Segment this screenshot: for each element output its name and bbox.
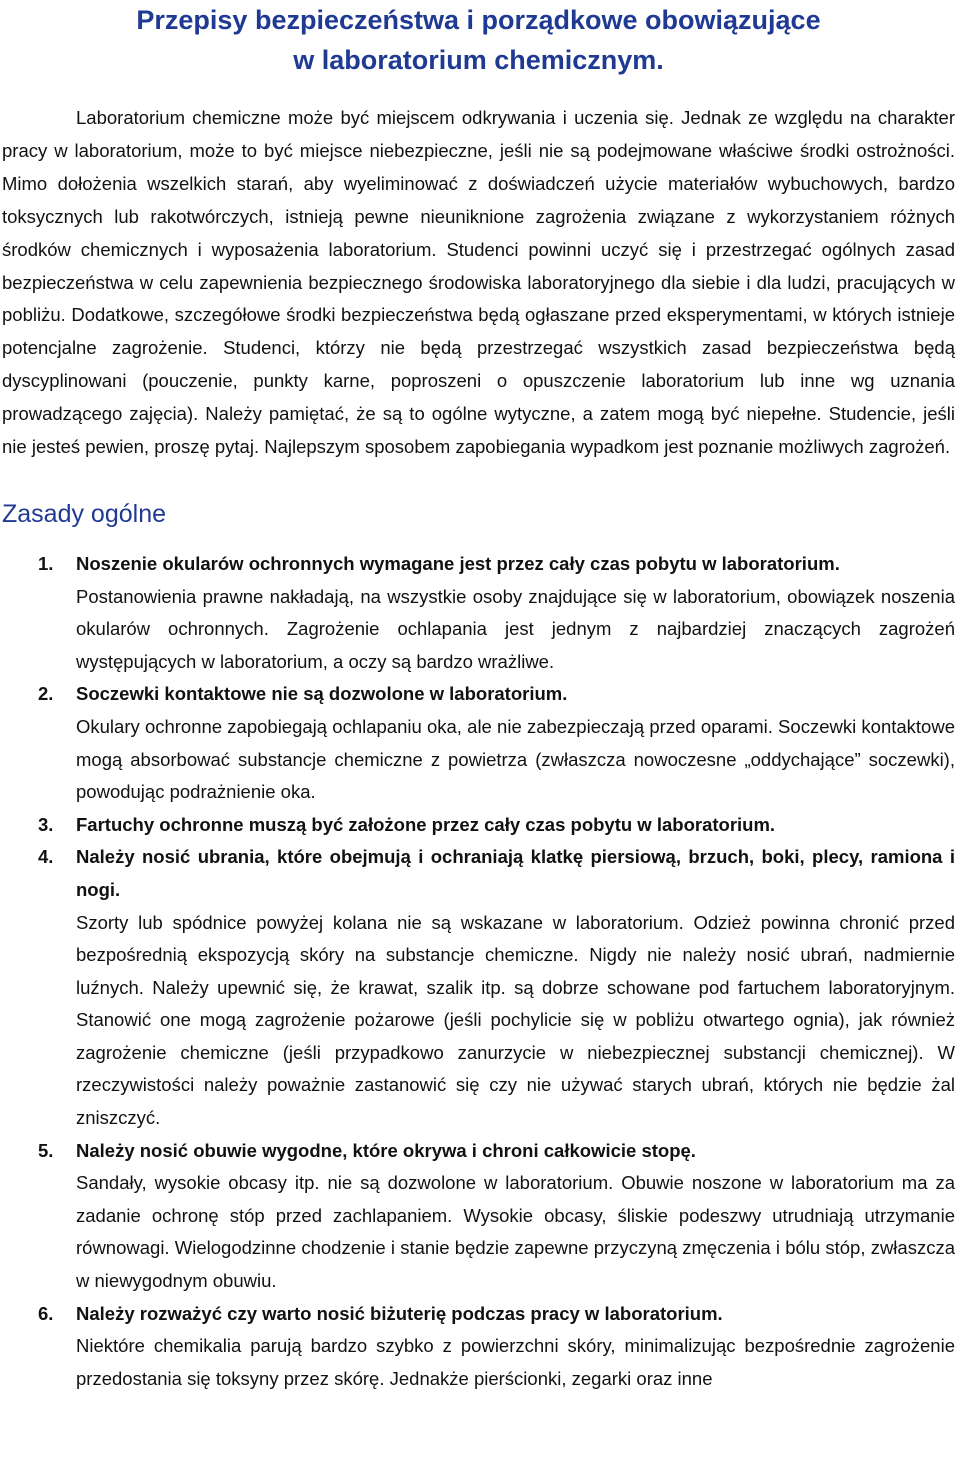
- rule-text: Sandały, wysokie obcasy itp. nie są dozwolone w laboratorium. Obuwie noszone w laboratorium ma za zadanie ochronę stóp przed zachlapaniem. Wysokie obcasy, śliskie podeszwy utrudniają utrzymanie równowagi. Wielogodzinne chodzenie i stanie będzie zapewne przyczyną zmęczenia i bólu stóp, zwłaszcza w niewygodnym obuwiu.: [76, 1172, 955, 1292]
- rule-text: Niektóre chemikalia parują bardzo szybko z powierzchni skóry, minimalizując bezpośrednie zagrożenie przedostania się toksyny przez skórę. Jednakże pierścionki, zegarki oraz inne: [76, 1335, 955, 1389]
- rule-text: Okulary ochronne zapobiegają ochlapaniu oka, ale nie zabezpieczają przed oparami. Soczewki kontaktowe mogą absorbować substancje chemiczne z powietrza (zwłaszcza nowoczesne „oddychające” soczewki), powodując podrażnienie oka.: [76, 715, 955, 803]
- rule-number: 4.: [38, 846, 54, 868]
- rule-number: 1.: [38, 552, 54, 574]
- rule-item: [2, 1135, 955, 1298]
- rule-item: [2, 1298, 955, 1396]
- rule-title: Fartuchy ochronne muszą być założone przez cały czas pobytu w laboratorium.: [76, 813, 776, 835]
- rule-body: [76, 1298, 955, 1396]
- rule-number: 2.: [38, 683, 54, 705]
- rule-item: [2, 548, 955, 678]
- rule-body: [76, 841, 955, 1134]
- section-title: Zasady ogólne: [2, 499, 167, 528]
- rule-item: [2, 841, 955, 1134]
- rule-text: Postanowienia prawne nakładają, na wszystkie osoby znajdujące się w laboratorium, obowiązek noszenia okularów ochronnych. Zagrożenie ochlapania jest jednym z najbardziej znaczących zagrożeń występujących w laboratorium, a oczy są bardzo wrażliwe.: [76, 585, 955, 672]
- rule-number: 5.: [38, 1139, 54, 1161]
- rule-title: Należy nosić ubrania, które obejmują i ochraniają klatkę piersiową, brzuch, boki, plecy, ramiona i nogi.: [76, 846, 955, 900]
- rule-text: Szorty lub spódnice powyżej kolana nie są wskazane w laboratorium. Odzież powinna chronić przed bezpośrednią ekspozycją skóry na substancje chemiczne. Nigdy nie należy nosić ubrań, nadmiernie luźnych. Należy upewnić się, że krawat, szalik itp. są dobrze schowane pod fartuchem laboratoryjnym. Stanowić one mogą zagrożenie pożarowe (jeśli pochylicie się w pobliżu otwartego ognia), jak również zagrożenie chemiczne (jeśli przypadkowo zanurzycie w niebezpiecznej substancji chemicznej). W rzeczywistości należy poważnie zastanowić się czy nie używać starych ubrań, których nie będzie żal zniszczyć.: [76, 911, 955, 1129]
- rule-body: [76, 678, 955, 808]
- title-line-2: w laboratorium chemicznym.: [293, 45, 664, 75]
- intro-paragraph: Laboratorium chemiczne może być miejscem odkrywania i uczenia się. Jednak ze względu na charakter pracy w laboratorium, może to być miejsce niebezpieczne, jeśli nie są podejmowane właściwe środki ostrożności. Mimo dołożenia wszelkich starań, aby wyeliminować z doświadczeń użycie materiałów wybuchowych, bardzo toksycznych lub rakotwórczych, istnieją pewne nieuniknione zagrożenia związane z wykorzystaniem różnych środków chemicznych i wyposażenia laboratorium. Studenci powinni uczyć się i przestrzegać ogólnych zasad bezpieczeństwa w celu zapewnienia bezpiecznego środowiska laboratoryjnego dla siebie i dla ludzi, pracujących w pobliżu. Dodatkowe, szczegółowe środki bezpieczeństwa będą ogłaszane przed eksperymentami, w których istnieje potencjalne zagrożenie. Studenci, którzy nie będą przestrzegać wszystkich zasad bezpieczeństwa będą dyscyplinowani (pouczenie, punkty karne, poproszeni o opuszczenie laboratorium lub inne wg uznania prowadzącego zajęcia). Należy pamiętać, że są to ogólne wytyczne, a zatem mogą być niepełne. Studencie, jeśli nie jesteś pewien, proszę pytaj. Najlepszym sposobem zapobiegania wypadkom jest poznanie możliwych zagrożeń.: [2, 107, 955, 458]
- rules-list: [2, 548, 955, 1395]
- rule-title: Należy rozważyć czy warto nosić biżuterię podczas pracy w laboratorium.: [76, 1302, 723, 1324]
- document-title: [2, 0, 955, 80]
- rule-number: 3.: [38, 813, 54, 835]
- rule-title: Soczewki kontaktowe nie są dozwolone w laboratorium.: [76, 683, 568, 705]
- rule-item: [2, 678, 955, 808]
- rule-title: Noszenie okularów ochronnych wymagane jest przez cały czas pobytu w laboratorium.: [76, 552, 840, 574]
- rule-title: Należy nosić obuwie wygodne, które okrywa i chroni całkowicie stopę.: [76, 1139, 696, 1161]
- rule-body: [76, 548, 955, 678]
- title-line-1: Przepisy bezpieczeństwa i porządkowe obowiązujące: [136, 5, 821, 35]
- rule-body: [76, 809, 955, 842]
- rule-body: [76, 1135, 955, 1298]
- rule-number: 6.: [38, 1302, 54, 1324]
- rule-item: [2, 809, 955, 842]
